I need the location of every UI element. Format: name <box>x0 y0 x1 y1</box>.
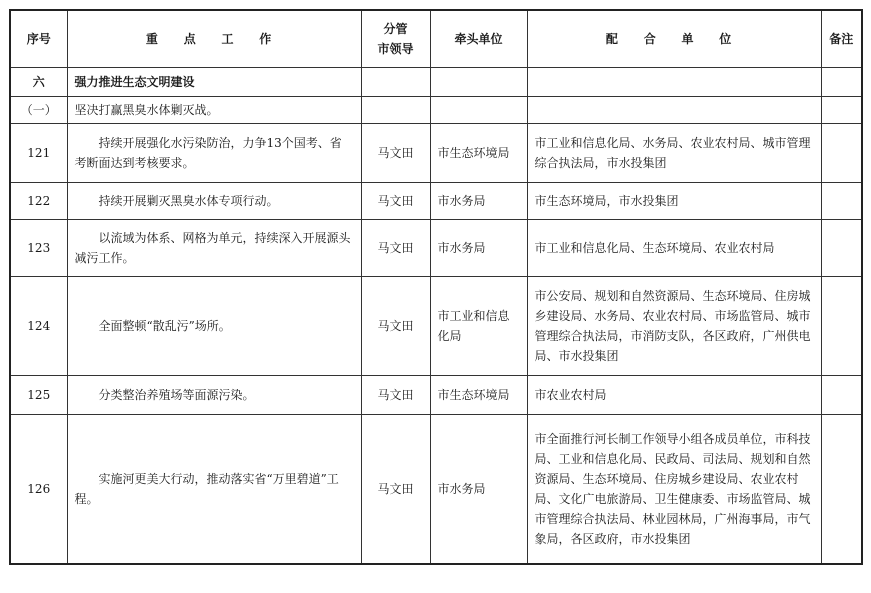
header-leader <box>361 10 430 68</box>
task-text: 分类整治养殖场等面源污染。 <box>67 376 361 415</box>
header-leader-line1: 分管 <box>383 22 408 36</box>
empty-cell <box>430 68 527 97</box>
leader-name: 马文田 <box>361 277 430 376</box>
lead-unit: 市生态环境局 <box>430 376 527 415</box>
row-number: 126 <box>10 415 67 565</box>
section-row <box>10 68 862 97</box>
empty-cell <box>361 68 430 97</box>
coop-units: 市全面推行河长制工作领导小组各成员单位，市科技局、工业和信息化局、民政局、司法局、规划和自然资源局、生态环境局、住房城乡建设局、农业农村局、文化广电旅游局、卫生健康委、市场监管局、城市管理综合执法局、林业园林局，广州海事局，市气象局，各区政府，市水投集团 <box>527 415 821 565</box>
header-no: 序号 <box>10 10 67 68</box>
section-number: 六 <box>10 68 67 97</box>
empty-cell <box>821 97 862 124</box>
task-text: 全面整顿“散乱污”场所。 <box>67 277 361 376</box>
header-remarks: 备注 <box>821 10 862 68</box>
lead-unit: 市工业和信息化局 <box>430 277 527 376</box>
leader-name: 马文田 <box>361 183 430 220</box>
row-number: 123 <box>10 220 67 277</box>
leader-name: 马文田 <box>361 220 430 277</box>
empty-cell <box>361 97 430 124</box>
table-row <box>10 183 862 220</box>
task-text: 持续开展剿灭黑臭水体专项行动。 <box>67 183 361 220</box>
coop-units: 市工业和信息化局、生态环境局、农业农村局 <box>527 220 821 277</box>
table-row <box>10 376 862 415</box>
header-row <box>10 10 862 68</box>
empty-cell <box>430 97 527 124</box>
row-number: 121 <box>10 124 67 183</box>
task-text: 以流域为体系、网格为单元，持续深入开展源头减污工作。 <box>67 220 361 277</box>
remarks-cell <box>821 277 862 376</box>
remarks-cell <box>821 124 862 183</box>
remarks-cell <box>821 415 862 565</box>
empty-cell <box>821 68 862 97</box>
remarks-cell <box>821 183 862 220</box>
subsection-title: 坚决打赢黑臭水体剿灭战。 <box>67 97 361 124</box>
subsection-row <box>10 97 862 124</box>
subsection-number: （一） <box>10 97 67 124</box>
coop-units: 市公安局、规划和自然资源局、生态环境局、住房城乡建设局、水务局、农业农村局、市场监管局、城市管理综合执法局，市消防支队，各区政府，广州供电局、市水投集团 <box>527 277 821 376</box>
lead-unit: 市水务局 <box>430 415 527 565</box>
leader-name: 马文田 <box>361 124 430 183</box>
lead-unit: 市生态环境局 <box>430 124 527 183</box>
empty-cell <box>527 68 821 97</box>
row-number: 125 <box>10 376 67 415</box>
table-row <box>10 124 862 183</box>
remarks-cell <box>821 220 862 277</box>
header-coop-units: 配 合 单 位 <box>527 10 821 68</box>
leader-name: 马文田 <box>361 415 430 565</box>
work-plan-table <box>9 9 863 565</box>
header-leader-line2: 市领导 <box>377 42 414 56</box>
lead-unit: 市水务局 <box>430 220 527 277</box>
header-lead-unit: 牵头单位 <box>430 10 527 68</box>
table-row <box>10 277 862 376</box>
coop-units: 市工业和信息化局、水务局、农业农村局、城市管理综合执法局，市水投集团 <box>527 124 821 183</box>
leader-name: 马文田 <box>361 376 430 415</box>
table-row <box>10 220 862 277</box>
section-title: 强力推进生态文明建设 <box>67 68 361 97</box>
coop-units: 市生态环境局，市水投集团 <box>527 183 821 220</box>
task-text: 实施河更美大行动，推动落实省“万里碧道”工程。 <box>67 415 361 565</box>
row-number: 122 <box>10 183 67 220</box>
remarks-cell <box>821 376 862 415</box>
empty-cell <box>527 97 821 124</box>
task-text: 持续开展强化水污染防治，力争13个国考、省考断面达到考核要求。 <box>67 124 361 183</box>
header-task: 重 点 工 作 <box>67 10 361 68</box>
row-number: 124 <box>10 277 67 376</box>
coop-units: 市农业农村局 <box>527 376 821 415</box>
lead-unit: 市水务局 <box>430 183 527 220</box>
table-row <box>10 415 862 565</box>
